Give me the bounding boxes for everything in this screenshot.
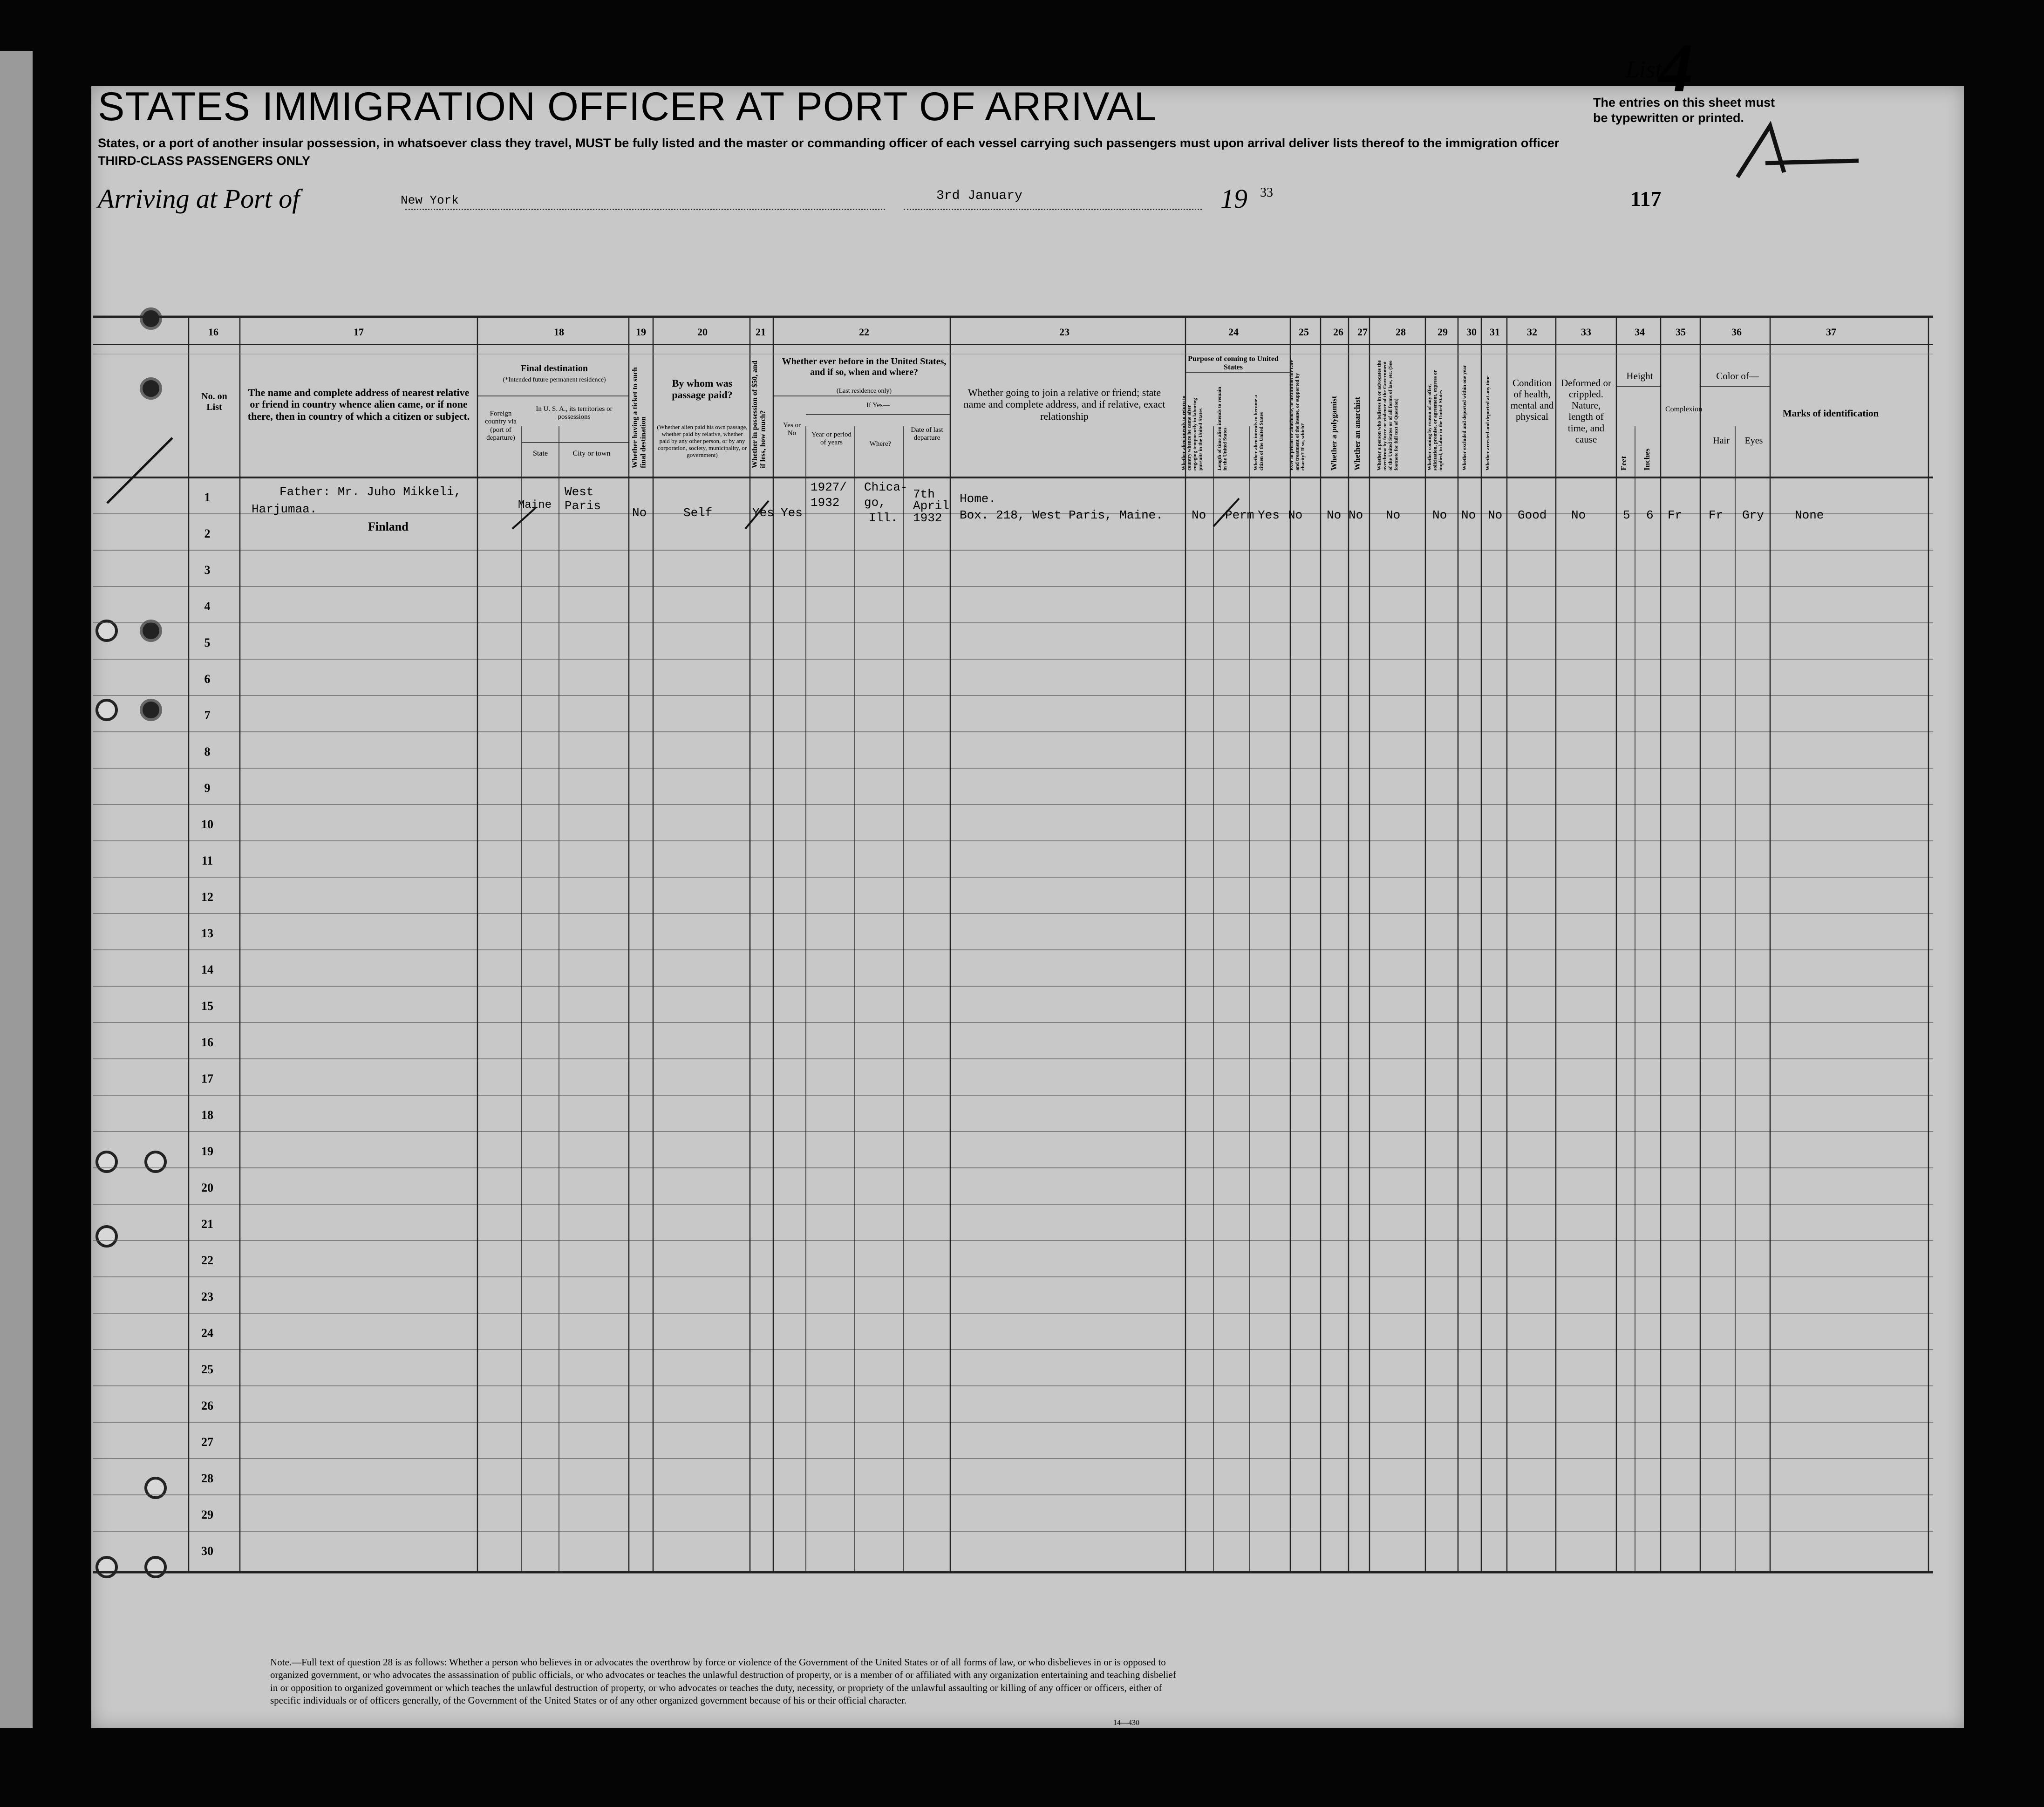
- years-line2: 1932: [811, 496, 840, 510]
- departure-line2: April: [913, 499, 950, 513]
- col-num-16: 16: [208, 326, 218, 338]
- ticket-value: No: [632, 506, 647, 520]
- header-prison: Ever in prison or almshouse, or institution for care and treatment of the insane, or supported by charity? If so, which?: [1289, 360, 1306, 471]
- row-number: 5: [204, 636, 211, 649]
- header-purpose-citizen: Whether alien intends to become a citizen of the United States: [1253, 395, 1265, 471]
- destination-city-line1: West: [565, 485, 594, 499]
- health-value: Good: [1518, 508, 1547, 522]
- header-yes-or-no: Yes or No: [783, 422, 801, 437]
- row-number: 26: [201, 1399, 213, 1412]
- passage-paid-value: Self: [683, 506, 713, 520]
- row-number: 1: [204, 491, 211, 504]
- header-deformed: Deformed or crippled. Nature, length of time, and cause: [1561, 377, 1611, 445]
- header-joining-relative: Whether going to join a relative or friend; state name and complete address, and if relative, exact relationship: [963, 387, 1165, 422]
- header-q31: Whether arrested and deported at any time: [1485, 375, 1491, 471]
- list-label: List: [1626, 56, 1662, 83]
- header-state: State: [533, 450, 548, 457]
- row-number: 9: [204, 781, 211, 795]
- header-where: Where?: [869, 440, 892, 448]
- col-num-17: 17: [354, 326, 364, 338]
- row-number: 20: [201, 1181, 213, 1194]
- col-num-32: 32: [1527, 326, 1537, 338]
- q31-value: No: [1488, 508, 1503, 522]
- before-in-us-value: Yes: [781, 506, 803, 520]
- row-number: 21: [201, 1217, 213, 1231]
- row-number: 3: [204, 563, 211, 577]
- fifty-dollars-value: Yes: [752, 506, 774, 520]
- row-number: 25: [201, 1363, 213, 1376]
- row-number: 12: [201, 890, 213, 904]
- purpose-citizen-value: Yes: [1258, 508, 1280, 522]
- header-purpose-return: Whether alien intends to return to country whence he came after engaging temporarily in laboring pursuits in the United States: [1181, 395, 1204, 471]
- header-if-yes: If Yes—: [866, 402, 890, 409]
- marks-value: None: [1795, 508, 1824, 522]
- col-num-37: 37: [1826, 326, 1836, 338]
- row-number: 10: [201, 818, 213, 831]
- header-inches: Inches: [1642, 448, 1651, 471]
- purpose-length-value: Perm: [1225, 508, 1254, 522]
- row-number: 14: [201, 963, 213, 976]
- port-value: New York: [401, 193, 459, 207]
- years-line1: 1927/: [811, 480, 847, 494]
- row-number: 22: [201, 1254, 213, 1267]
- header-color-of: Color of—: [1716, 370, 1759, 382]
- q29-value: No: [1432, 508, 1447, 522]
- joining-line1: Home.: [960, 492, 996, 506]
- feet-value: 5: [1623, 508, 1630, 522]
- col-num-25: 25: [1299, 326, 1309, 338]
- col-num-22: 22: [859, 326, 869, 338]
- header-feet: Feet: [1619, 456, 1628, 471]
- header-marks: Marks of identification: [1782, 408, 1879, 419]
- header-complexion: Complexion: [1665, 405, 1703, 413]
- col-num-29: 29: [1438, 326, 1448, 338]
- col-num-18: 18: [554, 326, 564, 338]
- col-num-21: 21: [756, 326, 766, 338]
- row-number: 15: [201, 999, 213, 1013]
- header-city: City or town: [572, 450, 611, 457]
- col-num-24: 24: [1228, 326, 1239, 338]
- where-line3: Ill.: [869, 511, 898, 525]
- col-num-20: 20: [697, 326, 708, 338]
- row-number: 8: [204, 745, 211, 758]
- eyes-value: Gry: [1742, 508, 1764, 522]
- form-number: 14—430: [1113, 1719, 1139, 1727]
- relative-line3: Finland: [368, 520, 409, 533]
- arriving-label: Arriving at Port of: [98, 184, 300, 214]
- header-fifty-dollars: Whether in possession of $50, and if less, how much?: [751, 361, 767, 468]
- header-final-destination: Final destination: [521, 363, 588, 374]
- header-height: Height: [1626, 370, 1653, 382]
- year-value: 33: [1260, 185, 1273, 200]
- departure-line1: 7th: [913, 487, 935, 501]
- date-value: 3rd January: [936, 189, 1022, 203]
- anarchist-value: No: [1349, 508, 1363, 522]
- row-number: 23: [201, 1290, 213, 1303]
- header-before-in-us: Whether ever before in the United States, and if so, when and where?: [782, 356, 947, 377]
- instructions-text: States, or a port of another insular possession, in whatsoever class they travel, MUST be fully listed and the master or commanding officer of each vessel carrying such passengers must upon arrival deliver lists thereof to the immigration officer: [98, 136, 1560, 150]
- list-number: 4: [1658, 29, 1693, 107]
- col-num-30: 30: [1466, 326, 1477, 338]
- header-passage-paid-note: (Whether alien paid his own passage, whether paid by relative, whether paid by any other person, or by any corporation, society, municipality, or government): [657, 423, 748, 458]
- inches-value: 6: [1646, 508, 1654, 522]
- row-number: 7: [204, 709, 211, 722]
- col-num-31: 31: [1490, 326, 1500, 338]
- header-eyes: Eyes: [1744, 436, 1763, 446]
- header-q29: Whether coming by reason of any offer, solicitation, promise, or agreement, express or implied, to labor in the United States: [1427, 370, 1444, 471]
- row-number: 29: [201, 1508, 213, 1521]
- year-prefix: 19: [1220, 184, 1247, 214]
- row-number: 16: [201, 1036, 213, 1049]
- prison-value: No: [1288, 508, 1303, 522]
- col-num-26: 26: [1333, 326, 1343, 338]
- passenger-class-text: THIRD-CLASS PASSENGERS ONLY: [98, 154, 311, 168]
- relative-line2: Harjumaa.: [252, 502, 317, 516]
- row-number: 17: [201, 1072, 213, 1085]
- header-foreign-country: Foreign country via (port of departure): [485, 410, 517, 442]
- destination-city-line2: Paris: [565, 499, 601, 513]
- row-number: 24: [201, 1326, 213, 1340]
- row-number: 28: [201, 1472, 213, 1485]
- row-number: 30: [201, 1544, 213, 1558]
- document-title: STATES IMMIGRATION OFFICER AT PORT OF ARRIVAL: [98, 84, 1157, 129]
- header-hair: Hair: [1713, 436, 1730, 446]
- row-number: 4: [204, 600, 211, 613]
- col-num-19: 19: [636, 326, 646, 338]
- col-num-36: 36: [1731, 326, 1742, 338]
- col-num-23: 23: [1059, 326, 1070, 338]
- entries-note-line1: The entries on this sheet must: [1593, 95, 1775, 109]
- col-num-27: 27: [1357, 326, 1368, 338]
- departure-line3: 1932: [913, 511, 942, 525]
- header-before-in-us-note: (Last residence only): [836, 388, 892, 395]
- header-nearest-relative: The name and complete address of nearest relative or friend in country whence alien came, or if none there, then in country of which a citizen or subject.: [247, 387, 470, 422]
- footnote-q28: Note.—Full text of question 28 is as follows: Whether a person who believes in or advocates the overthrow by force or violence of the Government of the United States or of all forms of law, or who disbelieves in or is opposed to organized government, or who advocates the assassination of public officials, or who advocates or teaches the unlawful destruction of property, or is a member of or affiliated with any organization entertaining and teaching disbelief in or opposition to organized government or which teaches the unlawful destruction of property, or who advocates or teaches the duty, necessity, or propriety of the unlawful assaulting or killing of any officer or officers, either of specific individuals or of officers generally, of the Government of the United States or of any other organized government because of his or their official character.: [270, 1657, 1176, 1706]
- row-number: 11: [201, 854, 213, 867]
- header-no-on-list: No. on List: [201, 391, 227, 412]
- col-num-34: 34: [1635, 326, 1645, 338]
- sheet-number: 117: [1630, 187, 1662, 211]
- row-number: 13: [201, 927, 213, 940]
- entries-note-line2: be typewritten or printed.: [1593, 111, 1744, 125]
- header-anarchist: Whether an anarchist: [1353, 396, 1362, 471]
- joining-line2: Box. 218, West Paris, Maine.: [960, 508, 1163, 522]
- row-number: 6: [204, 672, 211, 686]
- row-number: 19: [201, 1145, 213, 1158]
- row-number: 2: [204, 527, 211, 540]
- relative-line1: Father: Mr. Juho Mikkeli,: [279, 485, 462, 499]
- header-in-usa: In U. S. A., its territories or possessions: [536, 405, 613, 421]
- where-line2: go,: [864, 496, 886, 510]
- complexion-value: Fr: [1668, 508, 1683, 522]
- col-num-33: 33: [1581, 326, 1591, 338]
- row-number: 27: [201, 1435, 213, 1449]
- q28-value: No: [1386, 508, 1401, 522]
- where-line1: Chica-: [864, 480, 908, 494]
- header-date-departure: Date of last departure: [911, 426, 943, 442]
- deformed-value: No: [1571, 508, 1586, 522]
- header-passage-paid: By whom was passage paid?: [672, 377, 733, 401]
- col-num-35: 35: [1676, 326, 1686, 338]
- header-year-period: Year or period of years: [811, 431, 852, 447]
- col-num-28: 28: [1396, 326, 1406, 338]
- header-purpose-length: Length of time alien intends to remain in the United States: [1217, 387, 1228, 471]
- header-q30: Whether excluded and deported within one year: [1462, 365, 1467, 471]
- header-polygamist: Whether a polygamist: [1329, 395, 1338, 471]
- q30-value: No: [1461, 508, 1476, 522]
- header-purpose: Purpose of coming to United States: [1188, 355, 1279, 372]
- polygamist-value: No: [1327, 508, 1342, 522]
- hair-value: Fr: [1709, 508, 1724, 522]
- header-health: Condition of health, mental and physical: [1510, 377, 1554, 423]
- purpose-return-value: No: [1192, 508, 1206, 522]
- destination-state: Maine: [518, 499, 552, 511]
- header-q28: Whether a person who believes in or advocates the overthrow by force or violence of the Government of the United States or of all forms of law, etc. (See footnote for full text of Question): [1376, 360, 1399, 471]
- header-ticket: Whether having a ticket to such final destination: [631, 367, 647, 468]
- row-number: 18: [201, 1108, 213, 1122]
- header-final-destination-note: (*Intended future permanent residence): [503, 376, 606, 383]
